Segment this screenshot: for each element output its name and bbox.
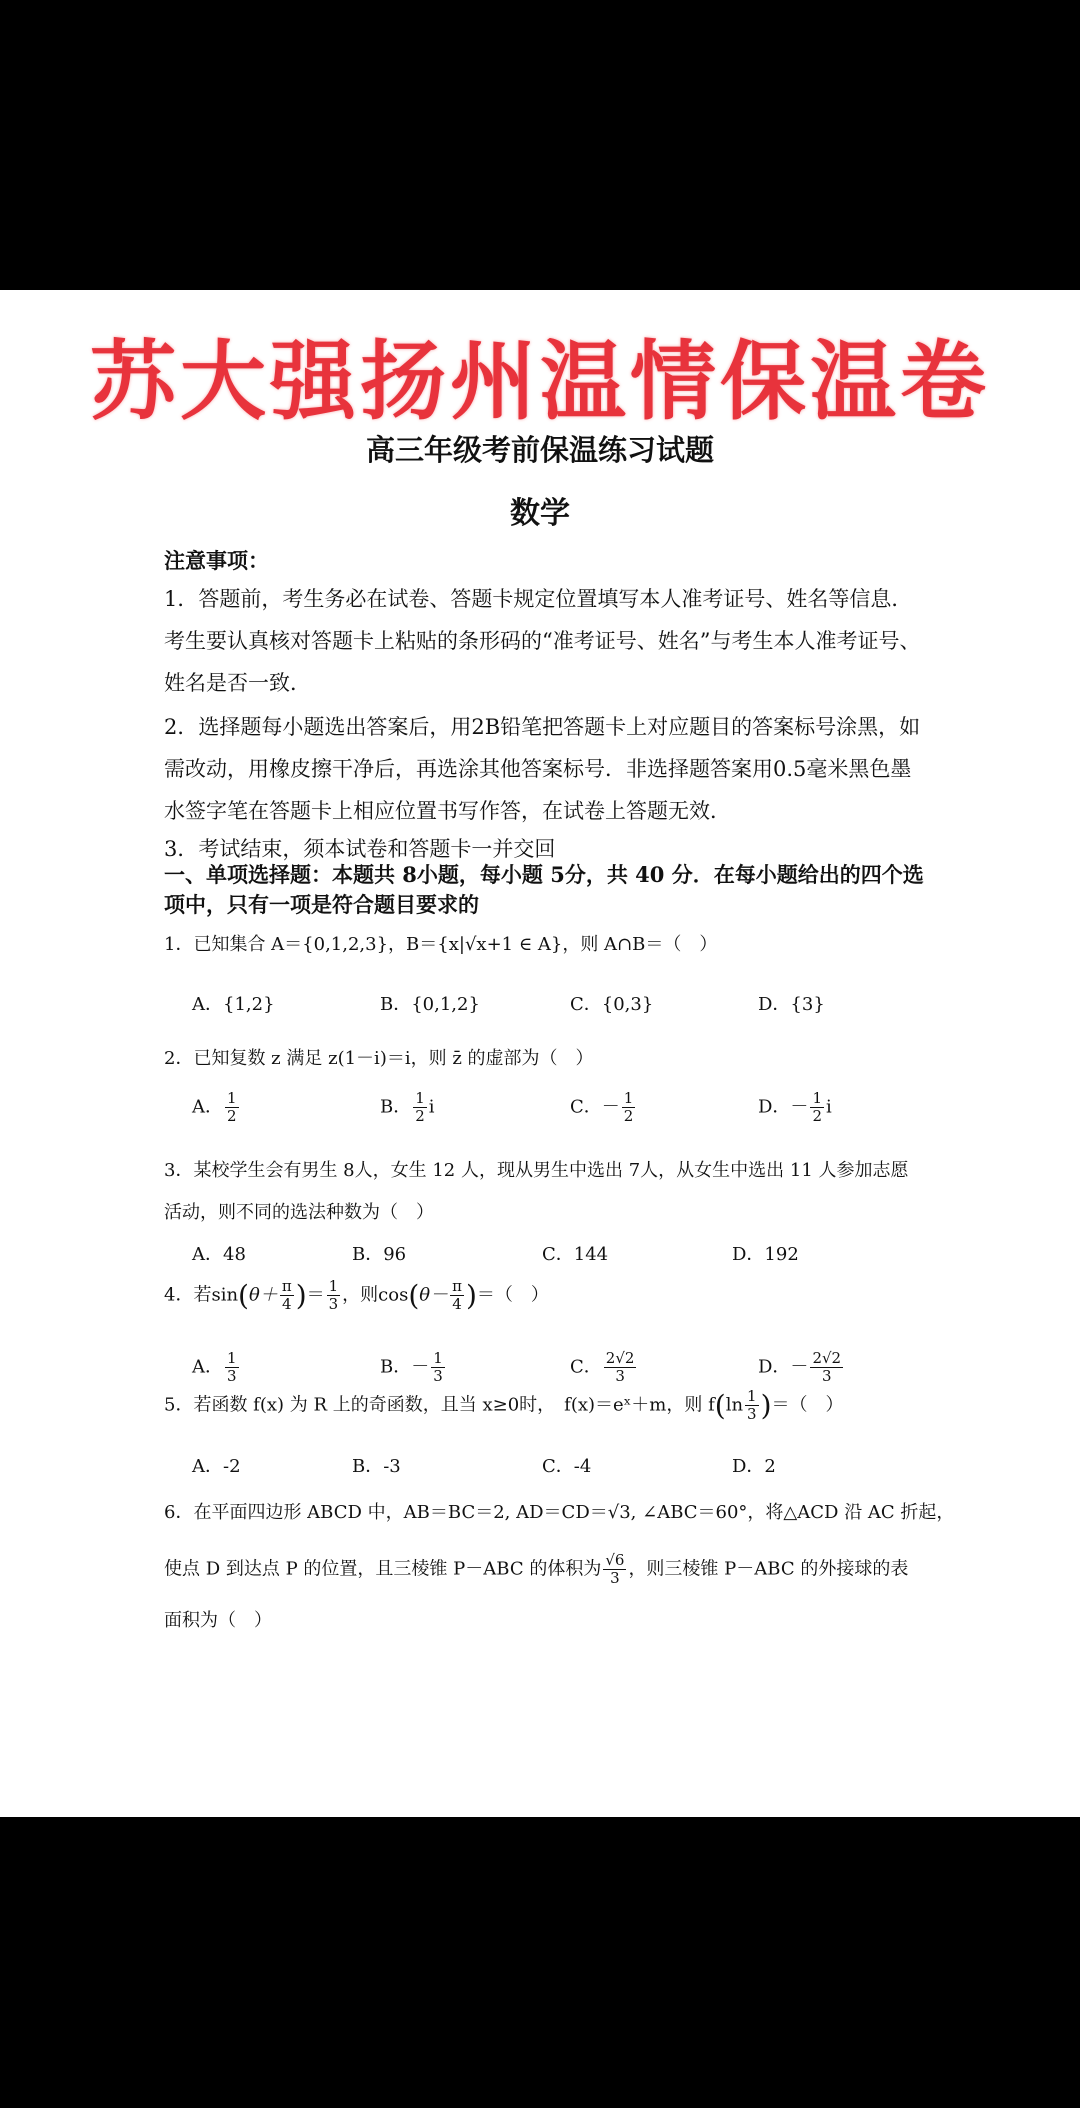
q2-a-den: 2 xyxy=(227,1107,237,1125)
q4-one-third xyxy=(327,1278,341,1313)
q6-frac-den: 3 xyxy=(610,1569,620,1587)
q4-paren-close-2: ) xyxy=(465,1279,477,1312)
q2-c-den: 2 xyxy=(623,1107,634,1125)
q4-four-b: 4 xyxy=(452,1295,462,1313)
q4-paren-close: ) xyxy=(295,1279,307,1312)
q4-a-den: 3 xyxy=(227,1367,237,1385)
q4-option-a xyxy=(192,1350,241,1385)
q5-text: 5．若函数 f(x) 为 R 上的奇函数，且当 x≥0时， f(x)＝eˣ＋m，则 f xyxy=(164,1394,715,1416)
q2-option-d-label: D．－ xyxy=(758,1096,809,1118)
q4-option-a-label: A． xyxy=(192,1356,223,1378)
q4-a-num: 1 xyxy=(227,1349,237,1367)
q2-option-d xyxy=(758,1090,832,1125)
subject-title: 数学 xyxy=(510,496,570,531)
q4-option-c xyxy=(570,1350,638,1385)
q4-four: 4 xyxy=(281,1295,292,1313)
q4-one: 1 xyxy=(328,1277,339,1295)
q3-option-c: C．144 xyxy=(542,1244,609,1265)
question-5 xyxy=(164,1388,964,1423)
question-2: 2．已知复数 z 满足 z(1－i)＝i，则 z̄ 的虚部为（ ） xyxy=(164,1048,594,1069)
q5-fraction xyxy=(745,1388,759,1423)
q2-c-fraction xyxy=(622,1090,636,1125)
q2-b-fraction xyxy=(413,1090,427,1125)
q5-num: 1 xyxy=(747,1387,757,1405)
q4-d-den: 3 xyxy=(821,1367,832,1385)
q4-c-frac xyxy=(604,1350,637,1385)
q2-a-num: 1 xyxy=(227,1089,237,1107)
q4-three: 3 xyxy=(328,1295,339,1313)
q2-option-b xyxy=(380,1090,435,1125)
note-1: 1．答题前，考生务必在试卷、答题卡规定位置填写本人准考证号、姓名等信息．考生要认真核对答题卡上粘贴的条形码的“准考证号、姓名”与考生本人准考证号、姓名是否一致． xyxy=(164,587,921,695)
section-1-heading: 一、单项选择题：本题共 8小题，每小题 5分，共 40 分．在每小题给出的四个选项中，只有一项是符合题目要求的 xyxy=(164,862,924,917)
q4-sin: sin xyxy=(211,1284,239,1306)
q4-pi: π xyxy=(281,1277,292,1295)
q3-option-a: A．48 xyxy=(192,1244,246,1265)
q4-option-c-label: C． xyxy=(570,1356,602,1378)
question-6-line-3: 面积为（ ） xyxy=(164,1610,272,1631)
note-2: 2．选择题每小题选出答案后，用2B铅笔把答题卡上对应题目的答案标号涂黑，如需改动，用橡皮擦干净后，再选涂其他答案标号．非选择题答案用0.5毫米黑色墨水签字笔在答题卡上相应位置书写作答，在试卷上答题无效． xyxy=(164,715,921,823)
q4-cos: cos xyxy=(378,1284,409,1306)
exam-title: 高三年级考前保温练习试题 xyxy=(365,433,714,467)
q4-paren-open-2: ( xyxy=(408,1279,420,1312)
q4-d-frac xyxy=(810,1350,843,1385)
q4-theta-minus: θ－ xyxy=(419,1284,449,1306)
q4-eq: ＝ xyxy=(306,1284,325,1306)
q5-paren-close: ) xyxy=(760,1389,772,1422)
q4-pi-b: π xyxy=(452,1277,462,1295)
q2-d-num: 1 xyxy=(812,1089,822,1107)
q2-b-den: 2 xyxy=(415,1107,425,1125)
q4-option-b xyxy=(380,1350,447,1385)
question-1: 1．已知集合 A＝{0,1,2,3}，B＝{x|√x+1 ∈ A}，则 A∩B＝（ ） xyxy=(164,934,718,955)
q4-b-num: 1 xyxy=(433,1349,443,1367)
q5-option-c: C．-4 xyxy=(542,1456,592,1477)
q1-option-b: B．{0,1,2} xyxy=(380,994,480,1015)
q5-ln: ln xyxy=(725,1394,744,1416)
notes-heading: 注意事项： xyxy=(164,548,269,573)
q2-a-fraction xyxy=(225,1090,239,1125)
q2-c-num: 1 xyxy=(623,1089,634,1107)
q2-option-a xyxy=(192,1090,241,1125)
q4-tail: ＝（ ） xyxy=(476,1284,549,1306)
q2-option-c xyxy=(570,1090,637,1125)
q2-option-b-label: B． xyxy=(380,1096,412,1118)
banner-title: 苏大强扬州温情保温卷 xyxy=(90,332,990,432)
q6-volume-fraction xyxy=(603,1552,626,1587)
q4-a-frac xyxy=(225,1350,239,1385)
q2-b-suffix: i xyxy=(428,1096,435,1118)
q4-theta-plus: θ＋ xyxy=(248,1284,278,1306)
q2-d-fraction xyxy=(810,1090,824,1125)
q4-option-d xyxy=(758,1350,845,1385)
q1-option-d: D．{3} xyxy=(758,994,825,1015)
q5-paren-open: ( xyxy=(714,1389,726,1422)
q2-b-num: 1 xyxy=(415,1089,425,1107)
q4-b-frac xyxy=(431,1350,445,1385)
q3-option-b: B．96 xyxy=(352,1244,407,1265)
q4-c-num: 2√2 xyxy=(605,1349,635,1367)
q4-c-den: 3 xyxy=(615,1367,625,1385)
question-3: 3．某校学生会有男生 8人，女生 12 人，现从男生中选出 7人，从女生中选出 11 人参加志愿活动，则不同的选法种数为（ ） xyxy=(164,1160,909,1223)
q4-option-b-label: B．－ xyxy=(380,1356,430,1378)
question-6-line-2 xyxy=(164,1552,964,1587)
exam-page xyxy=(0,290,1080,1817)
q1-option-a: A．{1,2} xyxy=(192,994,275,1015)
q2-option-a-label: A． xyxy=(192,1096,223,1118)
q4-paren-open: ( xyxy=(238,1279,249,1312)
q6-frac-num: √6 xyxy=(605,1551,625,1569)
q2-d-suffix: i xyxy=(825,1096,832,1118)
q4-pi-over-4-b xyxy=(450,1278,464,1313)
q4-d-num: 2√2 xyxy=(812,1349,842,1367)
q4-b-den: 3 xyxy=(433,1367,443,1385)
q4-mid: ，则 xyxy=(342,1284,379,1306)
q5-option-a: A．-2 xyxy=(192,1456,241,1477)
note-3: 3．考试结束，须本试卷和答题卡一并交回 xyxy=(164,837,556,861)
q1-option-c: C．{0,3} xyxy=(570,994,654,1015)
q4-prefix: 4．若 xyxy=(164,1284,212,1306)
q4-option-d-label: D．－ xyxy=(758,1356,809,1378)
q2-option-c-label: C．－ xyxy=(570,1096,620,1118)
q5-option-d: D．2 xyxy=(732,1456,776,1477)
question-4 xyxy=(164,1278,924,1313)
q6-text-after: ，则三棱锥 P－ABC 的外接球的表 xyxy=(628,1558,909,1580)
q3-option-d: D．192 xyxy=(732,1244,799,1265)
q6-text-before: 使点 D 到达点 P 的位置，且三棱锥 P－ABC 的体积为 xyxy=(164,1558,602,1580)
q5-tail: ＝（ ） xyxy=(771,1394,844,1416)
q2-d-den: 2 xyxy=(812,1107,822,1125)
q4-pi-over-4 xyxy=(280,1278,294,1313)
question-6-line-1: 6．在平面四边形 ABCD 中，AB＝BC＝2, AD＝CD＝√3, ∠ABC＝60°，将△ACD 沿 AC 折起， xyxy=(164,1502,955,1523)
q5-den: 3 xyxy=(747,1405,757,1423)
q5-option-b: B．-3 xyxy=(352,1456,401,1477)
